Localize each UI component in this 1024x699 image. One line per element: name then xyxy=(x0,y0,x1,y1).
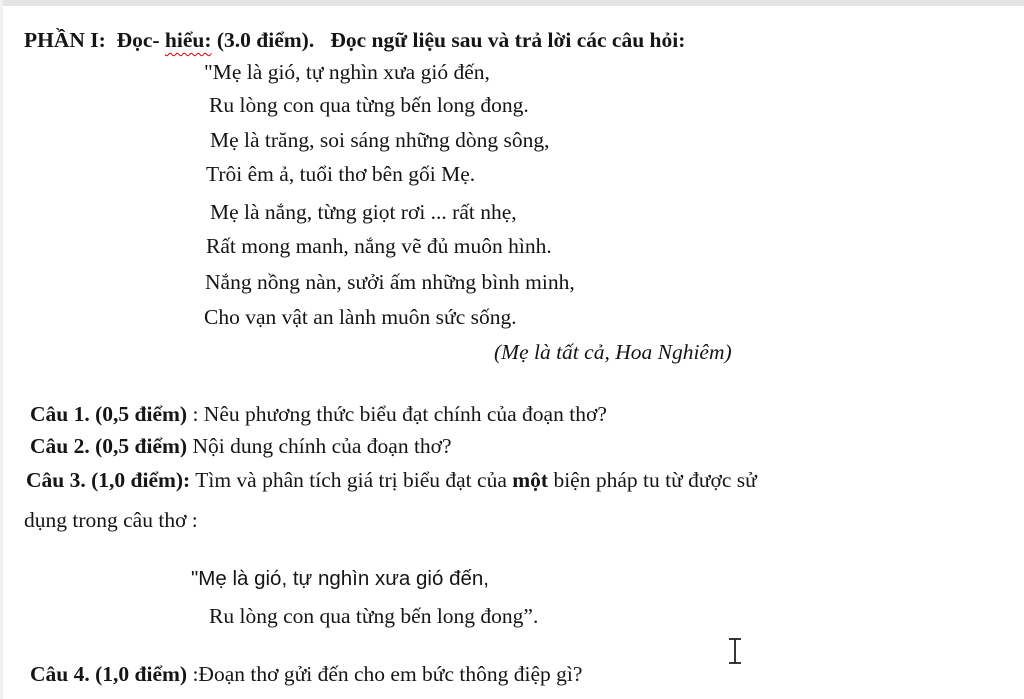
section-instruction: Đọc ngữ liệu sau và trả lời các câu hỏi: xyxy=(330,28,686,52)
poem-source: (Mẹ là tất cả, Hoa Nghiêm) xyxy=(494,340,732,364)
question-2 xyxy=(30,433,452,459)
question-4-text: :Đoạn thơ gửi đến cho em bức thông điệp gì? xyxy=(187,662,583,686)
text-cursor-icon xyxy=(726,636,744,666)
question-2-label: Câu 2. (0,5 điểm) xyxy=(30,434,188,458)
poem-line-3: Mẹ là trăng, soi sáng những dòng sông, xyxy=(210,128,550,152)
section-points: (3.0 điểm). xyxy=(216,28,315,52)
poem-line-1: "Mẹ là gió, tự nghìn xưa gió đến, xyxy=(204,60,490,84)
poem-line-4: Trôi êm ả, tuổi thơ bên gối Mẹ. xyxy=(206,162,476,186)
question-3-label: Câu 3. (1,0 điểm): xyxy=(26,468,191,492)
question-3 xyxy=(26,467,757,493)
poem-line-2: Ru lòng con qua từng bến long đong. xyxy=(209,93,529,117)
poem-line-8: Cho vạn vật an lành muôn sức sống. xyxy=(204,305,517,329)
question-3-quote-line-2: Ru lòng con qua từng bến long đong”. xyxy=(209,604,539,628)
section-heading xyxy=(24,27,685,53)
question-3-continuation: dụng trong câu thơ : xyxy=(24,508,198,532)
question-1-label: Câu 1. (0,5 điểm) xyxy=(30,402,188,426)
top-border xyxy=(0,0,1024,6)
poem-line-7: Nắng nồng nàn, sưởi ấm những bình minh, xyxy=(205,270,575,294)
question-1 xyxy=(30,401,607,427)
question-1-text: : Nêu phương thức biểu đạt chính của đoạn thơ? xyxy=(187,402,607,426)
question-4 xyxy=(30,661,582,687)
section-label: PHẦN I: xyxy=(24,28,106,52)
left-border xyxy=(0,0,3,699)
question-3-text-a: Tìm và phân tích giá trị biểu đạt của xyxy=(190,468,513,492)
section-title-understand: hiểu: xyxy=(164,28,212,52)
poem-line-6: Rất mong manh, nắng vẽ đủ muôn hình. xyxy=(206,234,552,258)
question-4-label: Câu 4. (1,0 điểm) xyxy=(30,662,188,686)
question-3-emphasis: một xyxy=(512,468,549,492)
question-2-text: Nội dung chính của đoạn thơ? xyxy=(187,434,452,458)
section-title-read: Đọc- xyxy=(116,28,160,52)
poem-line-5: Mẹ là nắng, từng giọt rơi ... rất nhẹ, xyxy=(210,200,517,224)
question-3-quote-line-1: "Mẹ là gió, tự nghìn xưa gió đến, xyxy=(191,567,489,590)
question-3-text-b: biện pháp tu từ được sử xyxy=(548,468,757,492)
